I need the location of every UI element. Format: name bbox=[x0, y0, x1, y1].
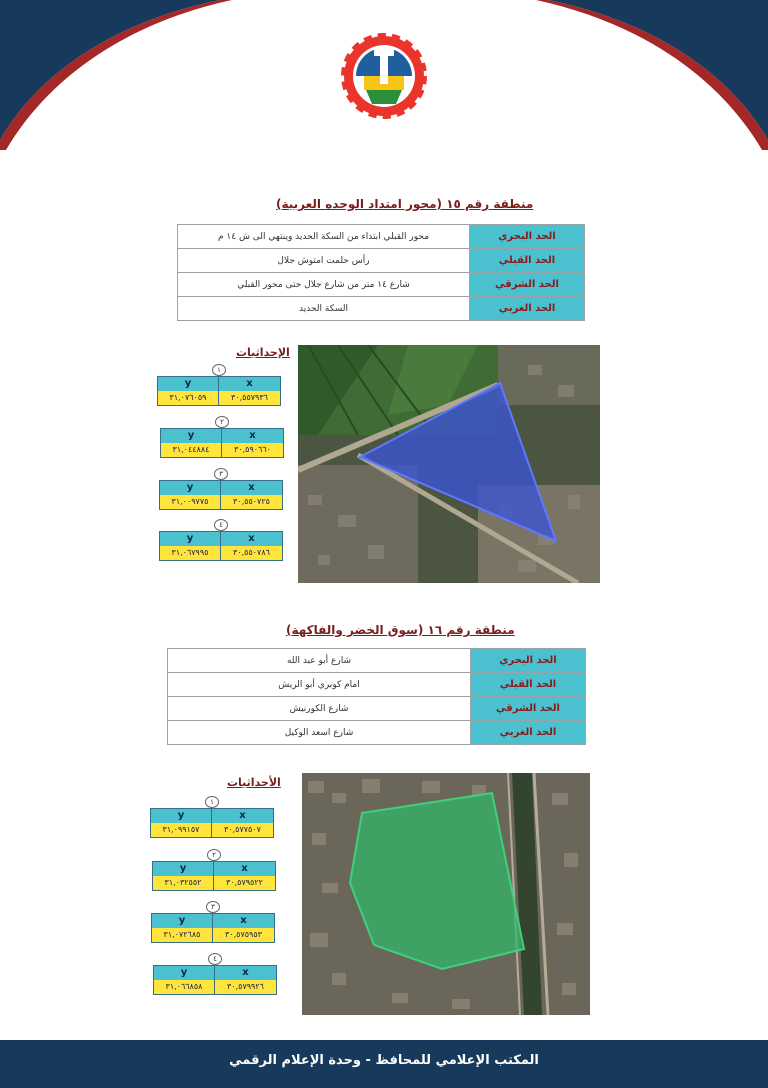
coord-block bbox=[153, 953, 277, 995]
bound-value: امام كوبري أبو الريش bbox=[168, 673, 471, 697]
coord-block bbox=[160, 416, 284, 458]
bound-value: رأس حلمت امتوش جلال bbox=[178, 249, 470, 273]
zone2-satellite-map bbox=[302, 773, 590, 1015]
x-value: ٣٠,٥٥٠٧٨٦ bbox=[221, 546, 282, 560]
table-row bbox=[168, 673, 586, 697]
x-value: ٣٠,٥٧٥٩٥٣ bbox=[213, 928, 274, 942]
x-header: x bbox=[215, 966, 276, 980]
zone1-bounds-table bbox=[177, 224, 585, 321]
table-row bbox=[178, 273, 585, 297]
table-row bbox=[178, 297, 585, 321]
bound-label: الحد القبلي bbox=[471, 673, 586, 697]
bound-label: الحد الشرقي bbox=[471, 697, 586, 721]
x-value: ٣٠,٥٧٩٩٢٦ bbox=[215, 980, 276, 994]
x-header: x bbox=[212, 809, 273, 823]
table-row bbox=[178, 225, 585, 249]
x-value: ٣٠,٥٧٩٥٢٢ bbox=[214, 876, 275, 890]
bound-value: شارع ١٤ متر من شارع جلال حتى محور القبلي bbox=[178, 273, 470, 297]
y-value: ٣١,٠٦٦٨٥٨ bbox=[154, 980, 215, 994]
point-number: ١ bbox=[205, 796, 219, 808]
point-number: ٢ bbox=[207, 849, 221, 861]
y-value: ٣١,٠٩٩١٥٧ bbox=[151, 823, 212, 837]
point-number: ١ bbox=[212, 364, 226, 376]
governorate-logo bbox=[336, 28, 432, 124]
y-value: ٣١,٠٧٦٠٥٩ bbox=[158, 391, 219, 405]
zone2-title: منطقة رقم ١٦ (سوق الخضر والفاكهة) bbox=[286, 623, 515, 637]
zone2-bounds-table bbox=[167, 648, 586, 745]
point-number: ٢ bbox=[215, 416, 229, 428]
x-header: x bbox=[221, 532, 282, 546]
zone1-coords-title: الإحداثيات bbox=[236, 346, 290, 359]
x-value: ٣٠,٥٧٧٥٠٧ bbox=[212, 823, 273, 837]
y-header: y bbox=[160, 481, 221, 495]
bound-label: الحد الغربي bbox=[471, 721, 586, 745]
table-row bbox=[168, 649, 586, 673]
y-header: y bbox=[160, 532, 221, 546]
x-header: x bbox=[222, 429, 283, 443]
table-row bbox=[168, 697, 586, 721]
x-value: ٣٠,٥٥٧٩٣٦ bbox=[219, 391, 280, 405]
x-value: ٣٠,٥٩٠٦٦٠ bbox=[222, 443, 283, 457]
y-header: y bbox=[153, 862, 214, 876]
y-value: ٣١,٠٦٧٩٩٥ bbox=[160, 546, 221, 560]
bound-value: السكة الحديد bbox=[178, 297, 470, 321]
y-value: ٣١,٠٤٤٨٨٤ bbox=[161, 443, 222, 457]
point-number: ٣ bbox=[214, 468, 228, 480]
table-row bbox=[168, 721, 586, 745]
x-header: x bbox=[221, 481, 282, 495]
bound-label: الحد الشرقي bbox=[470, 273, 585, 297]
y-value: ٣١,٠٠٩٧٧٥ bbox=[160, 495, 221, 509]
y-header: y bbox=[152, 914, 213, 928]
y-header: y bbox=[158, 377, 219, 391]
bound-label: الحد القبلي bbox=[470, 249, 585, 273]
zone2-coords-title: الأحداثيات bbox=[227, 776, 281, 789]
footer-text: المكتب الإعلامي للمحافظ - وحدة الإعلام الرقمي bbox=[229, 1053, 539, 1068]
x-header: x bbox=[213, 914, 274, 928]
bound-label: الحد البحري bbox=[471, 649, 586, 673]
x-header: x bbox=[214, 862, 275, 876]
coord-block bbox=[151, 901, 275, 943]
table-row bbox=[178, 249, 585, 273]
y-header: y bbox=[154, 966, 215, 980]
x-value: ٣٠,٥٥٠٧٢٥ bbox=[221, 495, 282, 509]
y-value: ٣١,٠٣٢٥٥٢ bbox=[153, 876, 214, 890]
coord-block bbox=[159, 519, 283, 561]
point-number: ٣ bbox=[206, 901, 220, 913]
x-header: x bbox=[219, 377, 280, 391]
y-value: ٣١,٠٧٢٦٨٥ bbox=[152, 928, 213, 942]
bound-value: محور القبلي ابتداء من السكة الحديد وينتهي الى ش ١٤ م bbox=[178, 225, 470, 249]
point-number: ٤ bbox=[214, 519, 228, 531]
coord-block bbox=[150, 796, 274, 838]
zone1-satellite-map bbox=[298, 345, 600, 583]
zone1-title: منطقة رقم ١٥ (محور امتداد الوحده العربية) bbox=[276, 197, 534, 211]
coord-block bbox=[159, 468, 283, 510]
y-header: y bbox=[151, 809, 212, 823]
coord-block bbox=[152, 849, 276, 891]
bound-label: الحد الغربي bbox=[470, 297, 585, 321]
bound-value: شارع اسعد الوكيل bbox=[168, 721, 471, 745]
y-header: y bbox=[161, 429, 222, 443]
bound-value: شارع أبو عبد الله bbox=[168, 649, 471, 673]
coord-block bbox=[157, 364, 281, 406]
bound-label: الحد البحري bbox=[470, 225, 585, 249]
point-number: ٤ bbox=[208, 953, 222, 965]
bound-value: شارع الكورنيش bbox=[168, 697, 471, 721]
